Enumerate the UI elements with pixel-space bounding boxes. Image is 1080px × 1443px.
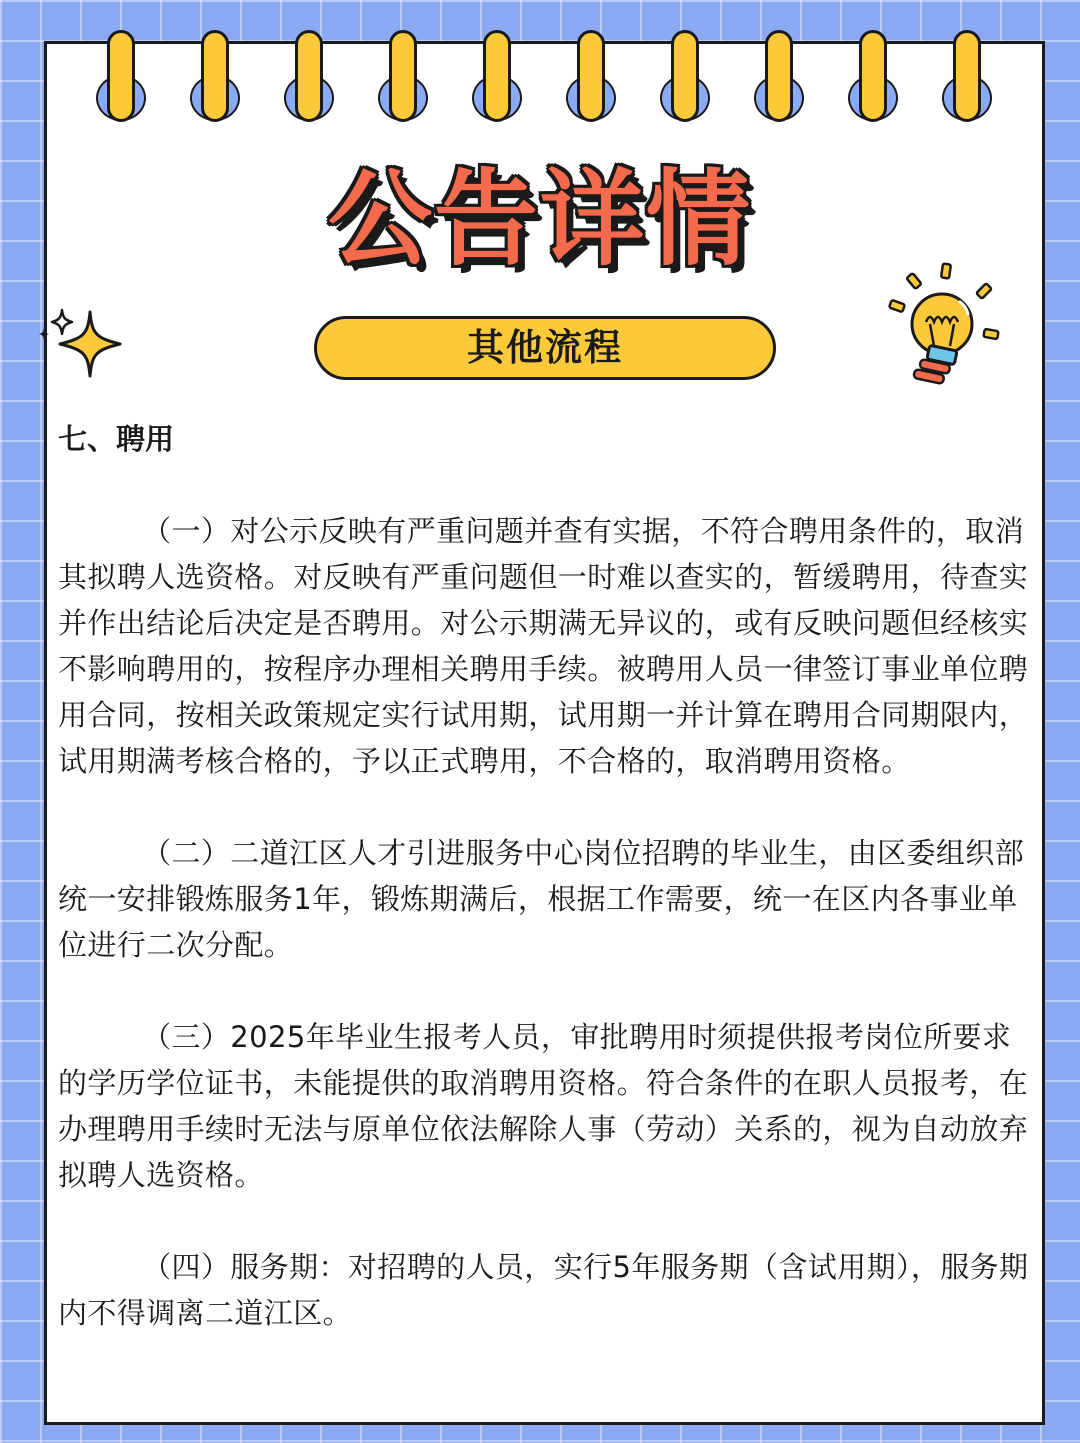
paragraph-4: （四）服务期：对招聘的人员，实行5年服务期（含试用期），服务期内不得调离二道江区。 — [58, 1250, 1029, 1330]
sparkle-icon — [34, 306, 130, 382]
spiral-ring-icon — [190, 30, 244, 124]
spiral-ring-icon — [472, 30, 526, 124]
spiral-ring-icon — [378, 30, 432, 124]
spiral-ring-icon — [660, 30, 714, 124]
spiral-ring-icon — [284, 30, 338, 124]
spiral-ring-icon — [754, 30, 808, 124]
spiral-ring-icon — [942, 30, 996, 124]
spiral-ring-icon — [96, 30, 150, 124]
spiral-binding — [0, 0, 1080, 130]
paragraph-1: （一）对公示反映有严重问题并查有实据，不符合聘用条件的，取消其拟聘人选资格。对反映有严重问题但一时难以查实的，暂缓聘用，待查实并作出结论后决定是否聘用。对公示期满无异议的，或有反映问题但经核实不影响聘用的，按程序办理相关聘用手续。被聘用人员一律签订事业单位聘用合同，按相关政策规定实行试用期，试用期一并计算在聘用合同期限内，试用期满考核合格的，予以正式聘用，不合格的，取消聘用资格。 — [58, 514, 1029, 778]
paragraph-3: （三）2025年毕业生报考人员，审批聘用时须提供报考岗位所要求的学历学位证书，未能提供的取消聘用资格。符合条件的在职人员报考，在办理聘用手续时无法与原单位依法解除人事（劳动）关系的，视为自动放弃拟聘人选资格。 — [58, 1020, 1029, 1192]
notice-body — [58, 416, 1036, 1336]
page-title: 公告详情 — [327, 158, 752, 280]
section-banner: 其他流程 — [314, 316, 776, 380]
paragraph-2: （二）二道江区人才引进服务中心岗位招聘的毕业生，由区委组织部统一安排锻炼服务1年，锻炼期满后，根据工作需要，统一在区内各事业单位进行二次分配。 — [58, 836, 1025, 962]
lightbulb-icon — [884, 262, 1004, 392]
section-heading: 七、聘用 — [58, 422, 175, 456]
spiral-ring-icon — [566, 30, 620, 124]
spiral-ring-icon — [848, 30, 902, 124]
